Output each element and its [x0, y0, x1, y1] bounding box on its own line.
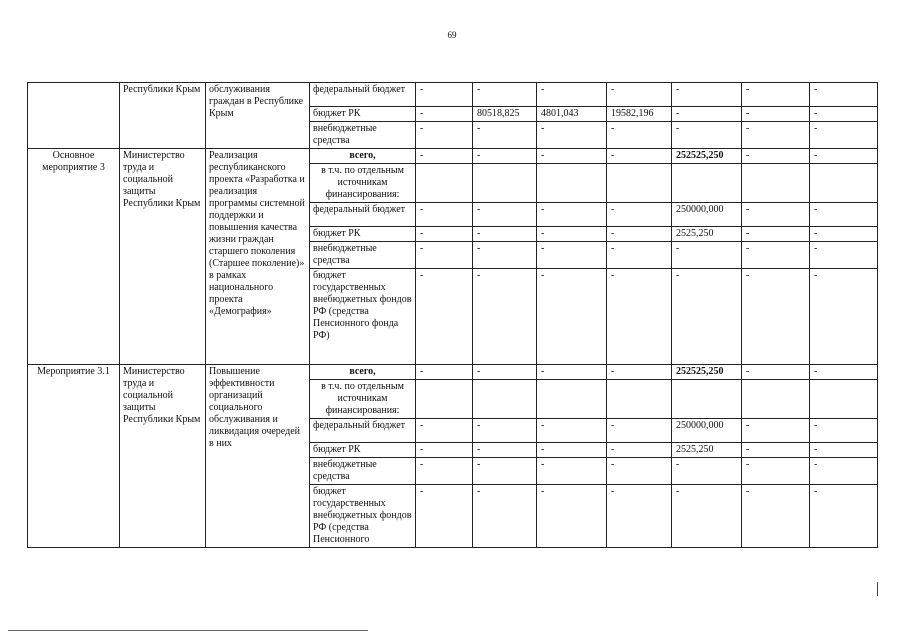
amount-cell: - [473, 227, 537, 242]
funding-source-cell: в т.ч. по отдельным источникам финансирования: [310, 164, 416, 203]
amount-cell: 4801,043 [537, 107, 607, 122]
amount-cell: - [672, 242, 742, 269]
funding-source-cell: бюджет РК [310, 107, 416, 122]
funding-source-cell: внебюджетные средства [310, 242, 416, 269]
project-cell: обслуживания граждан в Республике Крым [206, 83, 310, 149]
funding-source-cell: внебюджетные средства [310, 458, 416, 485]
amount-cell: - [473, 203, 537, 227]
amount-cell [810, 380, 878, 419]
amount-cell: - [473, 83, 537, 107]
scan-edge-line [877, 582, 878, 596]
amount-cell [810, 164, 878, 203]
funding-source-cell: внебюджетные средства [310, 122, 416, 149]
amount-cell: 252525,250 [672, 149, 742, 164]
amount-cell: - [537, 149, 607, 164]
amount-cell: - [607, 458, 672, 485]
funding-source-cell: федеральный бюджет [310, 203, 416, 227]
amount-cell: - [810, 269, 878, 365]
amount-cell: - [742, 227, 810, 242]
amount-cell: - [416, 269, 473, 365]
amount-cell: - [742, 485, 810, 548]
funding-source-cell: федеральный бюджет [310, 419, 416, 443]
budget-table-container [27, 82, 879, 596]
funding-source-cell: федеральный бюджет [310, 83, 416, 107]
funding-source-cell: бюджет государственных внебюджетных фондов РФ (средства Пенсионного фонда РФ) [310, 269, 416, 365]
amount-cell: - [742, 107, 810, 122]
amount-cell [672, 164, 742, 203]
amount-cell [742, 164, 810, 203]
amount-cell: - [607, 203, 672, 227]
amount-cell: - [742, 458, 810, 485]
amount-cell: - [607, 443, 672, 458]
amount-cell: - [742, 443, 810, 458]
amount-cell: - [810, 107, 878, 122]
table-row [28, 365, 878, 380]
amount-cell: - [672, 458, 742, 485]
funding-source-cell: всего, [310, 149, 416, 164]
amount-cell: - [607, 419, 672, 443]
amount-cell [416, 164, 473, 203]
amount-cell: - [607, 83, 672, 107]
amount-cell: - [416, 83, 473, 107]
amount-cell: - [607, 242, 672, 269]
amount-cell: - [416, 485, 473, 548]
amount-cell: - [473, 443, 537, 458]
table-row [28, 149, 878, 164]
amount-cell: - [537, 443, 607, 458]
footer-rule [8, 630, 368, 631]
amount-cell [672, 380, 742, 419]
amount-cell: - [537, 242, 607, 269]
amount-cell: - [607, 122, 672, 149]
amount-cell: 252525,250 [672, 365, 742, 380]
executor-cell: Министерство труда и социальной защиты Республики Крым [120, 149, 206, 365]
amount-cell: - [810, 443, 878, 458]
amount-cell: - [537, 203, 607, 227]
project-cell: Повышение эффективности организаций социального обслуживания и ликвидация очередей в них [206, 365, 310, 548]
funding-source-cell: бюджет государственных внебюджетных фондов РФ (средства Пенсионного [310, 485, 416, 548]
amount-cell: - [810, 227, 878, 242]
amount-cell: - [742, 149, 810, 164]
amount-cell: - [416, 107, 473, 122]
amount-cell: - [537, 227, 607, 242]
activity-cell [28, 83, 120, 149]
amount-cell: 80518,825 [473, 107, 537, 122]
amount-cell: - [672, 83, 742, 107]
amount-cell: - [473, 269, 537, 365]
amount-cell [537, 164, 607, 203]
amount-cell: 19582,196 [607, 107, 672, 122]
amount-cell: - [810, 83, 878, 107]
amount-cell: - [473, 485, 537, 548]
funding-source-cell: всего, [310, 365, 416, 380]
amount-cell [416, 380, 473, 419]
amount-cell: - [672, 122, 742, 149]
funding-source-cell: бюджет РК [310, 443, 416, 458]
amount-cell: - [537, 269, 607, 365]
amount-cell: - [607, 269, 672, 365]
amount-cell: - [537, 365, 607, 380]
amount-cell: - [742, 419, 810, 443]
amount-cell: - [742, 242, 810, 269]
amount-cell: - [810, 149, 878, 164]
activity-cell: Основное мероприятие 3 [28, 149, 120, 365]
amount-cell: - [416, 443, 473, 458]
amount-cell: - [473, 419, 537, 443]
amount-cell: 250000,000 [672, 419, 742, 443]
amount-cell [607, 380, 672, 419]
amount-cell: - [416, 227, 473, 242]
amount-cell [537, 380, 607, 419]
amount-cell: - [607, 365, 672, 380]
project-cell: Реализация республиканского проекта «Разработка и реализация программы системной поддержки и повышения качества жизни граждан старшего поколения (Старшее поколение)» в рамках национального проекта «Демография» [206, 149, 310, 365]
amount-cell: - [810, 122, 878, 149]
amount-cell: - [742, 122, 810, 149]
amount-cell: - [537, 122, 607, 149]
funding-source-cell: бюджет РК [310, 227, 416, 242]
amount-cell [473, 380, 537, 419]
amount-cell: - [810, 365, 878, 380]
amount-cell: - [473, 458, 537, 485]
amount-cell: - [473, 242, 537, 269]
amount-cell: - [672, 269, 742, 365]
amount-cell: 2525,250 [672, 227, 742, 242]
amount-cell: - [672, 485, 742, 548]
amount-cell: - [810, 242, 878, 269]
amount-cell: - [416, 419, 473, 443]
amount-cell: - [416, 242, 473, 269]
amount-cell: - [607, 227, 672, 242]
amount-cell: - [742, 269, 810, 365]
amount-cell: - [607, 485, 672, 548]
page-number: 69 [447, 30, 457, 40]
amount-cell [742, 380, 810, 419]
amount-cell: - [742, 365, 810, 380]
amount-cell [607, 164, 672, 203]
amount-cell: - [742, 83, 810, 107]
amount-cell: - [416, 458, 473, 485]
amount-cell: 250000,000 [672, 203, 742, 227]
amount-cell: - [416, 365, 473, 380]
amount-cell: 2525,250 [672, 443, 742, 458]
amount-cell: - [537, 485, 607, 548]
executor-cell: Республики Крым [120, 83, 206, 149]
amount-cell: - [416, 203, 473, 227]
amount-cell: - [473, 149, 537, 164]
amount-cell: - [537, 458, 607, 485]
amount-cell: - [416, 149, 473, 164]
amount-cell: - [810, 419, 878, 443]
amount-cell: - [473, 365, 537, 380]
executor-cell: Министерство труда и социальной защиты Республики Крым [120, 365, 206, 548]
amount-cell [473, 164, 537, 203]
amount-cell: - [473, 122, 537, 149]
funding-source-cell: в т.ч. по отдельным источникам финансирования: [310, 380, 416, 419]
amount-cell: - [810, 485, 878, 548]
amount-cell: - [672, 107, 742, 122]
amount-cell: - [810, 458, 878, 485]
activity-cell: Мероприятие 3.1 [28, 365, 120, 548]
amount-cell: - [810, 203, 878, 227]
table-row [28, 83, 878, 107]
budget-table [27, 82, 878, 548]
amount-cell: - [416, 122, 473, 149]
amount-cell: - [537, 83, 607, 107]
amount-cell: - [607, 149, 672, 164]
amount-cell: - [537, 419, 607, 443]
amount-cell: - [742, 203, 810, 227]
